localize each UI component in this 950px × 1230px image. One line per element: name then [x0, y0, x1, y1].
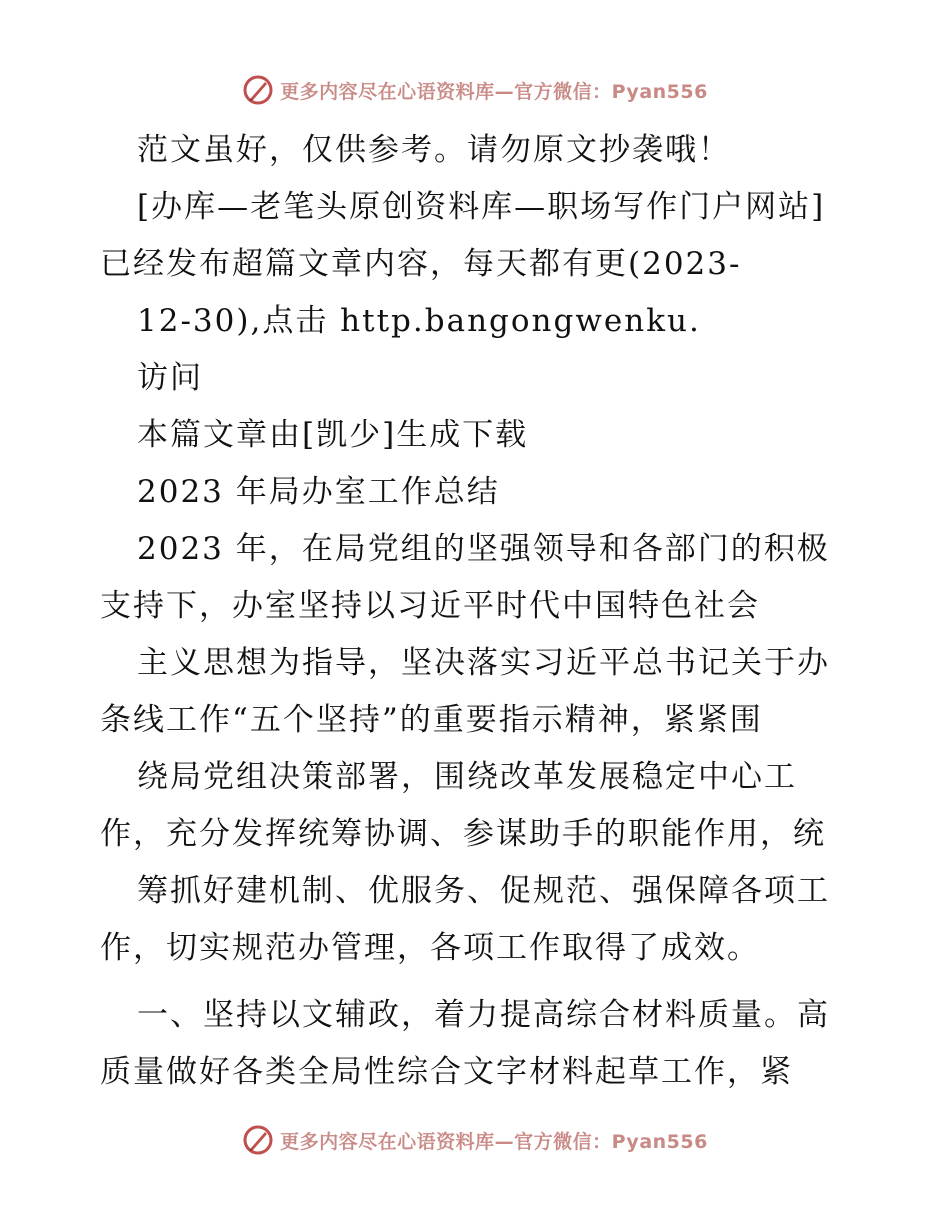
text-line: 已经发布超篇文章内容，每天都有更(2023- — [100, 246, 742, 282]
text-line: 访问 — [137, 360, 203, 396]
text-line: 一、坚持以文辅政，着力提高综合材料质量。高 — [137, 997, 830, 1033]
text-line: 主义思想为指导，坚决落实习近平总书记关于办 — [137, 645, 830, 681]
watermark-text: 更多内容尽在心语资料库—官方微信：Pyan556 — [280, 80, 708, 103]
text-line: 作，切实规范办管理，各项工作取得了成效。 — [100, 930, 760, 966]
header-watermark — [0, 70, 950, 110]
text-line: [办库—老笔头原创资料库—职场写作门户网站] — [137, 189, 826, 225]
text-line: 质量做好各类全局性综合文字材料起草工作，紧 — [100, 1054, 793, 1090]
text-line: 2023 年，在局党组的坚强领导和各部门的积极 — [137, 531, 830, 567]
text-line: 作，充分发挥统筹协调、参谋助手的职能作用，统 — [100, 816, 826, 852]
text-line: 条线工作“五个坚持”的重要指示精神，紧紧围 — [100, 702, 763, 738]
text-line: 绕局党组决策部署，围绕改革发展稳定中心工 — [137, 759, 797, 795]
text-line: 本篇文章由[凯少]生成下载 — [137, 417, 529, 453]
text-line: 2023 年局办室工作总结 — [137, 474, 500, 510]
watermark-text: 更多内容尽在心语资料库—官方微信：Pyan556 — [280, 1130, 708, 1153]
quill-pen-logo-icon — [242, 1124, 274, 1156]
footer-watermark — [0, 1120, 950, 1160]
text-line: 筹抓好建机制、优服务、促规范、强保障各项工 — [137, 873, 830, 909]
quill-pen-logo-icon — [242, 74, 274, 106]
text-line: 12-30),点击 http.bangongwenku. — [137, 303, 701, 339]
text-line: 支持下，办室坚持以习近平时代中国特色社会 — [100, 588, 760, 624]
text-line: 范文虽好，仅供参考。请勿原文抄袭哦！ — [137, 132, 731, 168]
